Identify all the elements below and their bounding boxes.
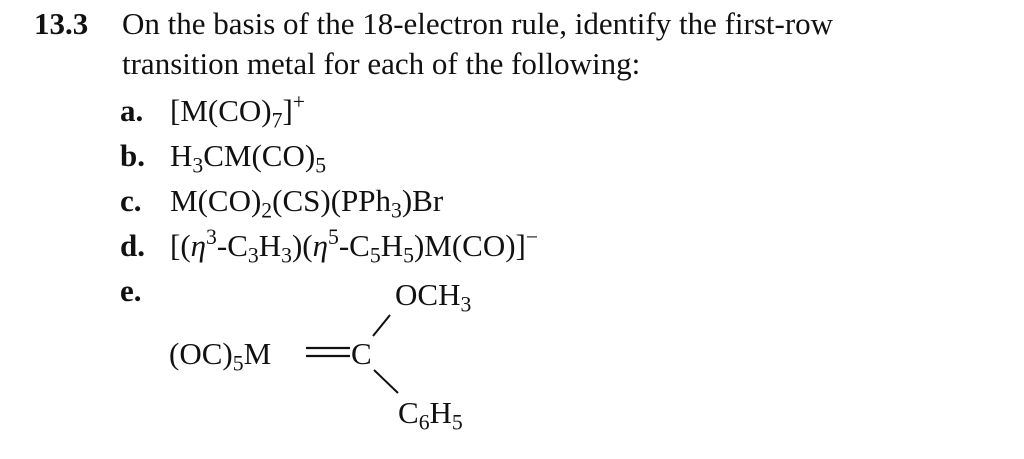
statement-line-1: On the basis of the 18-electron rule, identify the first-row — [122, 6, 834, 41]
item-label: b. — [120, 138, 145, 173]
phenyl-group: $C_6H_5$ — [398, 395, 463, 435]
item-label: c. — [120, 183, 142, 218]
methoxy-group: $OCH_3$ — [395, 277, 472, 317]
bond-to-phenyl — [374, 370, 398, 393]
metal-pentacarbonyl: $(OC)_5M$ — [169, 336, 272, 376]
statement-line-2: transition metal for each of the following: — [122, 46, 641, 81]
item-label: a. — [120, 93, 144, 128]
formula-d: $[(\eta^3-C_3H_3)(\eta^5-C_5H_5)M(CO)]^-$ — [170, 225, 539, 268]
item-label: e. — [120, 273, 142, 308]
problem-number: 13.3 — [34, 6, 89, 41]
formula-c: $M(CO)_2(CS)(PPh_3)Br$ — [170, 183, 444, 223]
bond-to-methoxy — [373, 315, 390, 336]
formula-b: $H_3CM(CO)_5$ — [170, 138, 327, 178]
carbene-carbon: C — [351, 336, 372, 371]
item-label: d. — [120, 228, 145, 263]
formula-a: $[M(CO)_7]^+$ — [170, 90, 306, 133]
